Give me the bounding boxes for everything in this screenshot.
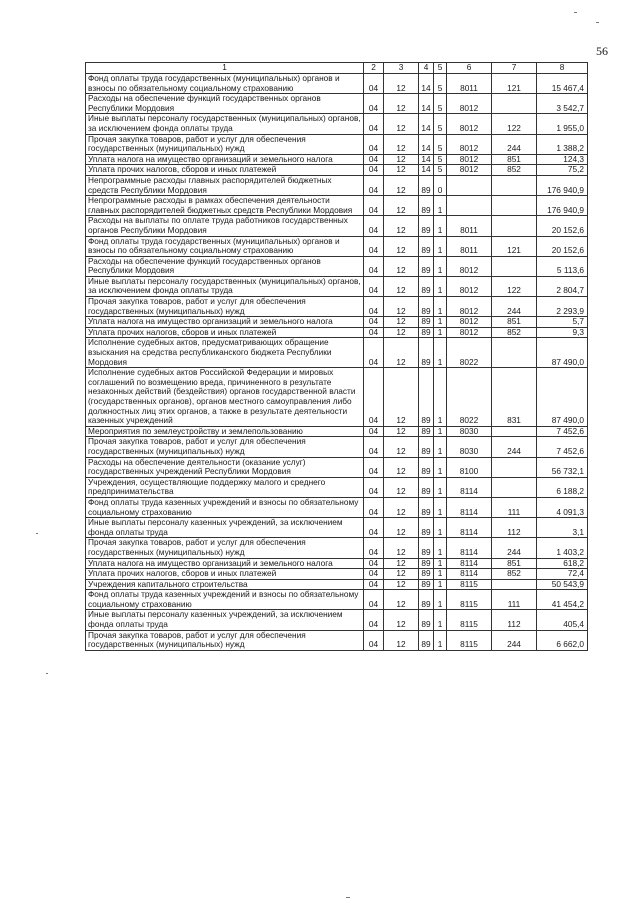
row-name-cell: Прочая закупка товаров, работ и услуг для обеспечения государственных (муниципальных) нужд <box>86 538 364 558</box>
row-code-cell: 12 <box>384 236 419 256</box>
row-code-cell: 04 <box>364 317 384 328</box>
row-code-cell: 8100 <box>447 457 492 477</box>
row-code-cell: 89 <box>419 437 434 457</box>
row-amount-cell: 87 490,0 <box>537 368 588 427</box>
row-code-cell: 12 <box>384 630 419 650</box>
table-row <box>86 276 588 296</box>
table-row <box>86 368 588 427</box>
row-name-cell: Непрограммные расходы главных распорядителей бюджетных средств Республики Мордовия <box>86 175 364 195</box>
row-code-cell: 5 <box>434 154 447 165</box>
table-row <box>86 154 588 165</box>
row-amount-cell: 176 940,9 <box>537 196 588 216</box>
table-row <box>86 165 588 176</box>
row-code-cell: 89 <box>419 216 434 236</box>
row-code-cell: 14 <box>419 165 434 176</box>
row-code-cell: 14 <box>419 74 434 94</box>
row-code-cell: 8114 <box>447 518 492 538</box>
row-code-cell: 244 <box>492 437 537 457</box>
row-code-cell: 1 <box>434 236 447 256</box>
row-code-cell: 89 <box>419 236 434 256</box>
row-code-cell: 1 <box>434 368 447 427</box>
row-code-cell: 8030 <box>447 437 492 457</box>
row-code-cell: 12 <box>384 338 419 368</box>
row-code-cell <box>447 196 492 216</box>
row-amount-cell: 3,1 <box>537 518 588 538</box>
row-code-cell: 04 <box>364 256 384 276</box>
row-code-cell: 1 <box>434 426 447 437</box>
row-code-cell <box>492 457 537 477</box>
row-amount-cell: 5 113,6 <box>537 256 588 276</box>
row-code-cell: 8114 <box>447 569 492 580</box>
row-code-cell: 1 <box>434 327 447 338</box>
row-amount-cell: 176 940,9 <box>537 175 588 195</box>
header-cell: 2 <box>364 63 384 74</box>
row-code-cell: 12 <box>384 590 419 610</box>
row-code-cell: 8114 <box>447 497 492 517</box>
row-code-cell: 89 <box>419 610 434 630</box>
table-row <box>86 437 588 457</box>
table-row <box>86 327 588 338</box>
row-code-cell: 8012 <box>447 154 492 165</box>
row-code-cell <box>492 175 537 195</box>
row-code-cell: 121 <box>492 236 537 256</box>
row-code-cell: 8012 <box>447 114 492 134</box>
scan-speck <box>36 533 38 534</box>
header-cell: 5 <box>434 63 447 74</box>
row-name-cell: Фонд оплаты труда государственных (муниципальных) органов и взносы по обязательному социальному страхованию <box>86 236 364 256</box>
row-code-cell <box>492 94 537 114</box>
row-code-cell: 8012 <box>447 297 492 317</box>
row-code-cell: 8114 <box>447 558 492 569</box>
row-code-cell: 244 <box>492 134 537 154</box>
row-code-cell: 8022 <box>447 368 492 427</box>
row-code-cell: 8115 <box>447 630 492 650</box>
row-code-cell: 89 <box>419 590 434 610</box>
row-code-cell: 14 <box>419 114 434 134</box>
row-code-cell: 1 <box>434 590 447 610</box>
row-amount-cell: 5,7 <box>537 317 588 328</box>
row-amount-cell: 3 542,7 <box>537 94 588 114</box>
row-code-cell: 1 <box>434 518 447 538</box>
row-code-cell: 1 <box>434 558 447 569</box>
table-row <box>86 610 588 630</box>
table-row <box>86 297 588 317</box>
table-row <box>86 114 588 134</box>
row-code-cell: 12 <box>384 538 419 558</box>
row-name-cell: Иные выплаты персоналу казенных учреждений, за исключением фонда оплаты труда <box>86 518 364 538</box>
row-code-cell: 89 <box>419 477 434 497</box>
row-code-cell: 89 <box>419 569 434 580</box>
row-code-cell: 1 <box>434 457 447 477</box>
row-code-cell: 12 <box>384 518 419 538</box>
row-code-cell: 89 <box>419 426 434 437</box>
row-code-cell: 12 <box>384 256 419 276</box>
row-code-cell: 12 <box>384 154 419 165</box>
row-code-cell: 1 <box>434 630 447 650</box>
row-code-cell: 12 <box>384 216 419 236</box>
table-row <box>86 569 588 580</box>
row-code-cell: 12 <box>384 558 419 569</box>
row-code-cell: 89 <box>419 317 434 328</box>
row-code-cell: 04 <box>364 579 384 590</box>
row-code-cell: 5 <box>434 74 447 94</box>
row-code-cell: 12 <box>384 327 419 338</box>
row-code-cell: 0 <box>434 175 447 195</box>
row-amount-cell: 1 403,2 <box>537 538 588 558</box>
row-code-cell: 04 <box>364 276 384 296</box>
header-cell: 1 <box>86 63 364 74</box>
row-name-cell: Расходы на обеспечение функций государственных органов Республики Мордовия <box>86 94 364 114</box>
row-code-cell: 12 <box>384 368 419 427</box>
row-code-cell: 04 <box>364 518 384 538</box>
row-code-cell: 04 <box>364 236 384 256</box>
row-code-cell: 8011 <box>447 74 492 94</box>
row-amount-cell: 75,2 <box>537 165 588 176</box>
row-code-cell: 12 <box>384 297 419 317</box>
row-amount-cell: 405,4 <box>537 610 588 630</box>
row-code-cell: 04 <box>364 437 384 457</box>
row-code-cell: 12 <box>384 477 419 497</box>
row-code-cell: 851 <box>492 558 537 569</box>
row-code-cell: 112 <box>492 518 537 538</box>
row-code-cell: 8012 <box>447 134 492 154</box>
table-body <box>86 74 588 651</box>
row-code-cell: 8022 <box>447 338 492 368</box>
row-code-cell: 89 <box>419 256 434 276</box>
row-amount-cell: 2 293,9 <box>537 297 588 317</box>
row-code-cell: 851 <box>492 154 537 165</box>
row-code-cell: 89 <box>419 276 434 296</box>
row-code-cell <box>492 216 537 236</box>
row-code-cell: 12 <box>384 94 419 114</box>
row-code-cell: 1 <box>434 579 447 590</box>
row-code-cell: 831 <box>492 368 537 427</box>
table-row <box>86 134 588 154</box>
row-amount-cell: 1 388,2 <box>537 134 588 154</box>
table-row <box>86 590 588 610</box>
row-code-cell: 04 <box>364 477 384 497</box>
row-code-cell: 8114 <box>447 538 492 558</box>
row-name-cell: Прочая закупка товаров, работ и услуг для обеспечения государственных (муниципальных) нужд <box>86 437 364 457</box>
row-code-cell: 111 <box>492 590 537 610</box>
row-code-cell: 5 <box>434 165 447 176</box>
row-code-cell: 89 <box>419 558 434 569</box>
row-amount-cell: 20 152,6 <box>537 236 588 256</box>
row-code-cell <box>492 477 537 497</box>
row-code-cell: 89 <box>419 327 434 338</box>
row-code-cell: 8012 <box>447 317 492 328</box>
row-code-cell: 04 <box>364 175 384 195</box>
row-code-cell: 12 <box>384 175 419 195</box>
row-code-cell: 112 <box>492 610 537 630</box>
row-code-cell: 1 <box>434 196 447 216</box>
table-row <box>86 457 588 477</box>
row-amount-cell: 6 188,2 <box>537 477 588 497</box>
row-code-cell: 5 <box>434 114 447 134</box>
table-row <box>86 94 588 114</box>
row-code-cell: 852 <box>492 165 537 176</box>
row-code-cell: 89 <box>419 579 434 590</box>
header-row <box>86 63 588 74</box>
row-code-cell: 04 <box>364 327 384 338</box>
table-row <box>86 216 588 236</box>
row-code-cell: 04 <box>364 297 384 317</box>
row-code-cell: 04 <box>364 630 384 650</box>
row-code-cell: 12 <box>384 610 419 630</box>
row-name-cell: Фонд оплаты труда казенных учреждений и взносы по обязательному социальному страхованию <box>86 497 364 517</box>
row-code-cell: 04 <box>364 114 384 134</box>
row-code-cell: 04 <box>364 426 384 437</box>
row-amount-cell: 618,2 <box>537 558 588 569</box>
table-row <box>86 518 588 538</box>
row-code-cell: 122 <box>492 114 537 134</box>
table-row <box>86 497 588 517</box>
scan-speck <box>596 22 599 23</box>
budget-table-container <box>85 62 587 651</box>
row-code-cell: 04 <box>364 457 384 477</box>
row-name-cell: Уплата прочих налогов, сборов и иных платежей <box>86 165 364 176</box>
row-code-cell: 89 <box>419 457 434 477</box>
header-cell: 6 <box>447 63 492 74</box>
row-code-cell: 04 <box>364 338 384 368</box>
row-code-cell: 1 <box>434 338 447 368</box>
row-amount-cell: 50 543,9 <box>537 579 588 590</box>
row-name-cell: Фонд оплаты труда государственных (муниципальных) органов и взносы по обязательному социальному страхованию <box>86 74 364 94</box>
row-name-cell: Фонд оплаты труда казенных учреждений и взносы по обязательному социальному страхованию <box>86 590 364 610</box>
row-code-cell: 89 <box>419 297 434 317</box>
row-amount-cell: 4 091,3 <box>537 497 588 517</box>
row-code-cell <box>492 579 537 590</box>
row-code-cell: 852 <box>492 569 537 580</box>
row-code-cell: 8012 <box>447 165 492 176</box>
row-code-cell: 1 <box>434 538 447 558</box>
header-cell: 7 <box>492 63 537 74</box>
table-row <box>86 338 588 368</box>
header-cell: 4 <box>419 63 434 74</box>
row-code-cell: 89 <box>419 175 434 195</box>
row-amount-cell: 87 490,0 <box>537 338 588 368</box>
row-code-cell: 04 <box>364 497 384 517</box>
row-name-cell: Непрограммные расходы в рамках обеспечения деятельности главных распорядителей бюджетных средств Республики Мордовия <box>86 196 364 216</box>
row-code-cell: 04 <box>364 538 384 558</box>
row-code-cell: 12 <box>384 497 419 517</box>
row-amount-cell: 9,3 <box>537 327 588 338</box>
row-amount-cell: 41 454,2 <box>537 590 588 610</box>
row-name-cell: Уплата прочих налогов, сборов и иных платежей <box>86 569 364 580</box>
row-code-cell: 8115 <box>447 579 492 590</box>
row-code-cell: 04 <box>364 165 384 176</box>
row-code-cell: 1 <box>434 569 447 580</box>
header-cell: 3 <box>384 63 419 74</box>
row-name-cell: Иные выплаты персоналу казенных учреждений, за исключением фонда оплаты труда <box>86 610 364 630</box>
scan-speck <box>46 673 48 674</box>
row-code-cell: 04 <box>364 590 384 610</box>
row-code-cell: 04 <box>364 94 384 114</box>
row-code-cell: 12 <box>384 114 419 134</box>
row-code-cell: 12 <box>384 426 419 437</box>
row-code-cell: 12 <box>384 579 419 590</box>
row-name-cell: Уплата прочих налогов, сборов и иных платежей <box>86 327 364 338</box>
row-code-cell: 8012 <box>447 327 492 338</box>
row-name-cell: Учреждения капитального строительства <box>86 579 364 590</box>
row-name-cell: Прочая закупка товаров, работ и услуг для обеспечения государственных (муниципальных) нужд <box>86 134 364 154</box>
row-code-cell: 89 <box>419 497 434 517</box>
row-code-cell: 12 <box>384 457 419 477</box>
table-row <box>86 196 588 216</box>
row-amount-cell: 7 452,6 <box>537 426 588 437</box>
table-row <box>86 538 588 558</box>
row-amount-cell: 56 732,1 <box>537 457 588 477</box>
row-name-cell: Уплата налога на имущество организаций и земельного налога <box>86 558 364 569</box>
row-code-cell: 1 <box>434 497 447 517</box>
row-amount-cell: 7 452,6 <box>537 437 588 457</box>
row-code-cell: 1 <box>434 477 447 497</box>
row-code-cell: 8030 <box>447 426 492 437</box>
row-name-cell: Иные выплаты персоналу государственных (муниципальных) органов, за исключением фонда оплаты труда <box>86 276 364 296</box>
row-code-cell: 04 <box>364 216 384 236</box>
row-code-cell: 5 <box>434 94 447 114</box>
row-code-cell: 122 <box>492 276 537 296</box>
row-code-cell: 1 <box>434 256 447 276</box>
row-code-cell: 8012 <box>447 94 492 114</box>
row-name-cell: Расходы на выплаты по оплате труда работников государственных органов Республики Мордовия <box>86 216 364 236</box>
row-name-cell: Иные выплаты персоналу государственных (муниципальных) органов, за исключением фонда оплаты труда <box>86 114 364 134</box>
row-code-cell <box>447 175 492 195</box>
table-row <box>86 477 588 497</box>
page-number: 56 <box>596 44 608 58</box>
row-amount-cell: 72,4 <box>537 569 588 580</box>
row-code-cell: 12 <box>384 196 419 216</box>
row-code-cell: 04 <box>364 558 384 569</box>
table-row <box>86 175 588 195</box>
row-name-cell: Прочая закупка товаров, работ и услуг для обеспечения государственных (муниципальных) нужд <box>86 297 364 317</box>
row-code-cell: 04 <box>364 569 384 580</box>
row-code-cell: 852 <box>492 327 537 338</box>
row-code-cell: 89 <box>419 538 434 558</box>
table-row <box>86 579 588 590</box>
row-name-cell: Мероприятия по землеустройству и землепользованию <box>86 426 364 437</box>
row-code-cell: 8012 <box>447 256 492 276</box>
row-code-cell: 1 <box>434 437 447 457</box>
row-name-cell: Расходы на обеспечение функций государственных органов Республики Мордовия <box>86 256 364 276</box>
row-code-cell: 04 <box>364 74 384 94</box>
budget-table <box>85 62 588 651</box>
row-code-cell: 04 <box>364 154 384 165</box>
row-code-cell: 5 <box>434 134 447 154</box>
row-code-cell: 12 <box>384 437 419 457</box>
row-code-cell: 12 <box>384 569 419 580</box>
row-amount-cell: 1 955,0 <box>537 114 588 134</box>
row-code-cell <box>492 426 537 437</box>
row-name-cell: Исполнение судебных актов Российской Федерации и мировых соглашений по возмещению вреда, причиненного в результате незаконных действий (бездействия) органов государственной власти (государственных органов), органов местного самоуправления либо должностных лиц этих органов, а также в результате деятельности казенных учреждений <box>86 368 364 427</box>
row-code-cell: 04 <box>364 610 384 630</box>
table-row <box>86 630 588 650</box>
row-code-cell: 8115 <box>447 590 492 610</box>
row-amount-cell: 20 152,6 <box>537 216 588 236</box>
row-code-cell: 1 <box>434 317 447 328</box>
row-name-cell: Уплата налога на имущество организаций и земельного налога <box>86 154 364 165</box>
row-code-cell: 12 <box>384 165 419 176</box>
table-row <box>86 74 588 94</box>
row-code-cell: 89 <box>419 368 434 427</box>
row-code-cell: 14 <box>419 134 434 154</box>
row-amount-cell: 2 804,7 <box>537 276 588 296</box>
row-name-cell: Расходы на обеспечение деятельности (оказание услуг) государственных учреждений Республики Мордовия <box>86 457 364 477</box>
row-code-cell: 1 <box>434 216 447 236</box>
row-code-cell: 89 <box>419 630 434 650</box>
row-code-cell: 04 <box>364 368 384 427</box>
row-code-cell: 8012 <box>447 276 492 296</box>
row-name-cell: Уплата налога на имущество организаций и земельного налога <box>86 317 364 328</box>
scan-speck <box>346 897 350 898</box>
row-code-cell: 14 <box>419 94 434 114</box>
row-code-cell: 89 <box>419 518 434 538</box>
row-code-cell: 89 <box>419 196 434 216</box>
table-row <box>86 426 588 437</box>
row-amount-cell: 15 467,4 <box>537 74 588 94</box>
row-code-cell: 244 <box>492 297 537 317</box>
row-code-cell: 851 <box>492 317 537 328</box>
row-code-cell: 1 <box>434 297 447 317</box>
row-code-cell: 12 <box>384 317 419 328</box>
row-code-cell: 8011 <box>447 216 492 236</box>
table-row <box>86 236 588 256</box>
row-code-cell: 04 <box>364 196 384 216</box>
row-code-cell <box>492 196 537 216</box>
row-code-cell: 12 <box>384 276 419 296</box>
row-code-cell: 89 <box>419 338 434 368</box>
row-code-cell: 04 <box>364 134 384 154</box>
row-code-cell: 8114 <box>447 477 492 497</box>
table-row <box>86 256 588 276</box>
row-amount-cell: 124,3 <box>537 154 588 165</box>
row-code-cell <box>492 256 537 276</box>
row-code-cell: 121 <box>492 74 537 94</box>
row-code-cell: 244 <box>492 538 537 558</box>
row-code-cell <box>492 338 537 368</box>
row-code-cell: 8115 <box>447 610 492 630</box>
row-amount-cell: 6 662,0 <box>537 630 588 650</box>
row-code-cell: 12 <box>384 134 419 154</box>
row-code-cell: 12 <box>384 74 419 94</box>
header-cell: 8 <box>537 63 588 74</box>
row-code-cell: 1 <box>434 610 447 630</box>
table-row <box>86 317 588 328</box>
scan-speck <box>574 12 577 13</box>
row-code-cell: 14 <box>419 154 434 165</box>
row-name-cell: Исполнение судебных актов, предусматривающих обращение взыскания на средства республиканского бюджета Республики Мордовия <box>86 338 364 368</box>
row-name-cell: Прочая закупка товаров, работ и услуг для обеспечения государственных (муниципальных) нужд <box>86 630 364 650</box>
row-code-cell: 244 <box>492 630 537 650</box>
row-code-cell: 111 <box>492 497 537 517</box>
row-code-cell: 1 <box>434 276 447 296</box>
row-name-cell: Учреждения, осуществляющие поддержку малого и среднего предпринимательства <box>86 477 364 497</box>
row-code-cell: 8011 <box>447 236 492 256</box>
table-row <box>86 558 588 569</box>
